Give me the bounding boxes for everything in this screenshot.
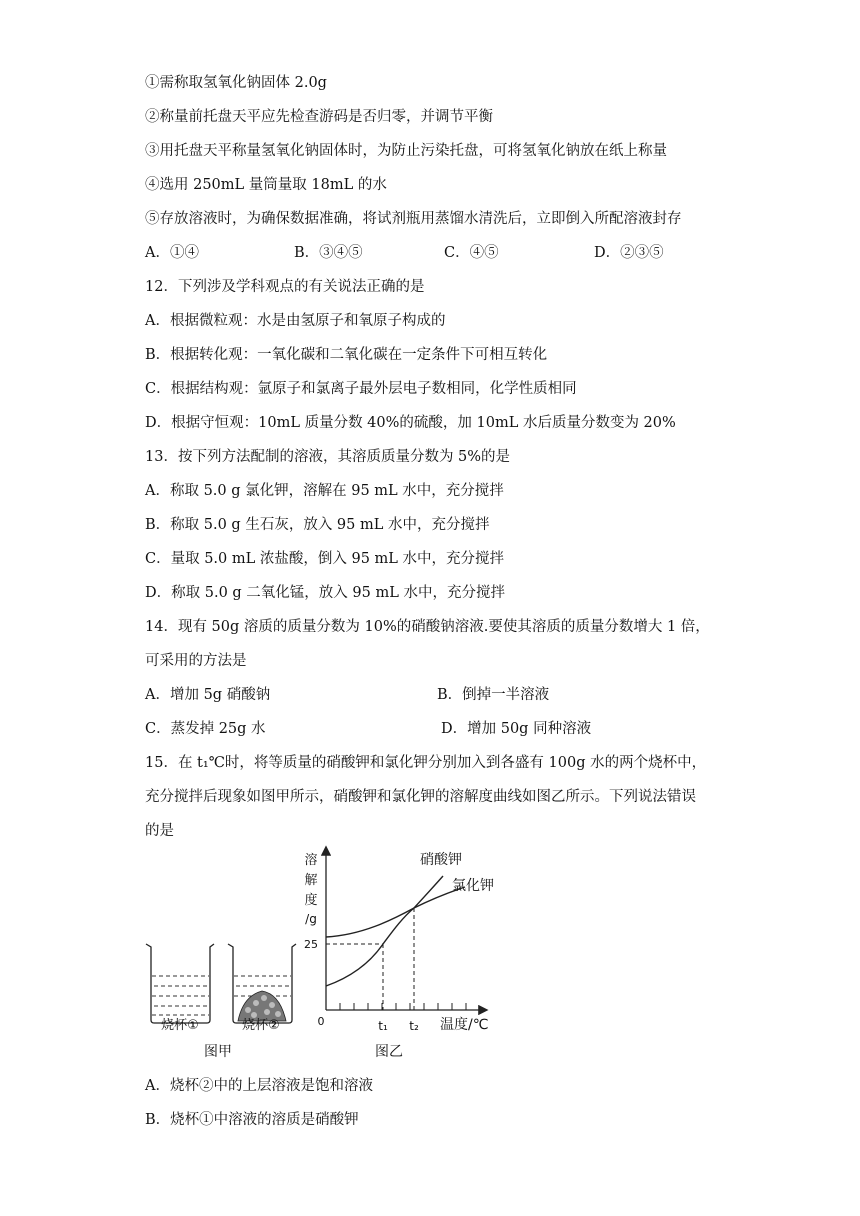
q14-option-c[interactable]: C．蒸发掉 25g 水 xyxy=(145,721,266,737)
q12-stem: 12．下列涉及学科观点的有关说法正确的是 xyxy=(145,279,425,295)
q14-option-a[interactable]: A．增加 5g 硝酸钠 xyxy=(145,687,271,703)
q14-stem-line2: 可采用的方法是 xyxy=(145,653,247,669)
beaker-1 xyxy=(146,944,214,1023)
q13-option-d[interactable]: D．称取 5.0 g 二氧化锰，放入 95 mL 水中，充分搅拌 xyxy=(145,585,505,601)
q12-option-c[interactable]: C．根据结构观：氩原子和氯离子最外层电子数相同，化学性质相同 xyxy=(145,381,577,397)
q14-option-d[interactable]: D．增加 50g 同种溶液 xyxy=(441,721,592,737)
q13-option-a[interactable]: A．称取 5.0 g 氯化钾，溶解在 95 mL 水中，充分搅拌 xyxy=(145,483,504,499)
solubility-chart xyxy=(304,848,494,1033)
q11-option-c[interactable]: C．④⑤ xyxy=(444,245,499,261)
y-axis-char-2: 解 xyxy=(304,873,318,888)
q15-option-a[interactable]: A．烧杯②中的上层溶液是饱和溶液 xyxy=(145,1078,373,1094)
q15-option-b[interactable]: B．烧杯①中溶液的溶质是硝酸钾 xyxy=(145,1112,359,1128)
kcl-curve xyxy=(326,887,465,937)
statement-5: ⑤存放溶液时，为确保数据准确，将试剂瓶用蒸馏水清洗后，立即倒入所配溶液封存 xyxy=(145,211,682,227)
statement-1: ①需称取氢氧化钠固体 2.0g xyxy=(145,75,327,91)
q11-option-a[interactable]: A．①④ xyxy=(145,245,199,261)
q12-option-d[interactable]: D．根据守恒观：10mL 质量分数 40%的硫酸，加 10mL 水后质量分数变为 20% xyxy=(145,415,676,431)
statement-4: ④选用 250mL 量筒量取 18mL 的水 xyxy=(145,177,387,193)
statement-2: ②称量前托盘天平应先检查游码是否归零，并调节平衡 xyxy=(145,109,493,125)
y-tick-25: 25 xyxy=(304,938,318,951)
q14-option-b[interactable]: B．倒掉一半溶液 xyxy=(437,687,550,703)
beaker-2-label: 烧杯② xyxy=(242,1018,280,1033)
q13-stem: 13．按下列方法配制的溶液，其溶质质量分数为 5%的是 xyxy=(145,449,511,465)
y-axis-char-3: 度 xyxy=(304,893,318,908)
q15-stem-line3: 的是 xyxy=(145,823,174,839)
origin-label: 0 xyxy=(317,1015,325,1028)
q12-option-a[interactable]: A．根据微粒观：水是由氢原子和氧原子构成的 xyxy=(145,313,446,329)
statement-3: ③用托盘天平称量氢氧化钠固体时，为防止污染托盘，可将氢氧化钠放在纸上称量 xyxy=(145,143,667,159)
q14-stem-line1: 14．现有 50g 溶质的质量分数为 10%的硝酸钠溶液.要使其溶质的质量分数增大 1 倍， xyxy=(145,619,710,635)
beaker-1-label: 烧杯① xyxy=(161,1018,199,1033)
t1-label: t₁ xyxy=(378,1019,388,1033)
kno3-label: 硝酸钾 xyxy=(420,852,462,868)
q13-option-c[interactable]: C．量取 5.0 mL 浓盐酸，倒入 95 mL 水中，充分搅拌 xyxy=(145,551,505,567)
q15-stem-line1: 15．在 t₁℃时，将等质量的硝酸钾和氯化钾分别加入到各盛有 100g 水的两个烧杯中， xyxy=(145,755,707,771)
kno3-curve xyxy=(326,876,443,986)
q15-stem-line2: 充分搅拌后现象如图甲所示，硝酸钾和氯化钾的溶解度曲线如图乙所示。下列说法错误 xyxy=(145,789,696,805)
beaker-2 xyxy=(228,944,296,1023)
y-axis-char-1: 溶 xyxy=(304,853,318,868)
kcl-label: 氯化钾 xyxy=(452,878,494,894)
figure-b-caption: 图乙 xyxy=(375,1044,403,1060)
t2-label: t₂ xyxy=(409,1019,419,1033)
x-axis-label: 温度/℃ xyxy=(440,1017,489,1033)
figure-a-caption: 图甲 xyxy=(204,1044,232,1060)
q13-option-b[interactable]: B．称取 5.0 g 生石灰，放入 95 mL 水中，充分搅拌 xyxy=(145,517,490,533)
q11-option-b[interactable]: B．③④⑤ xyxy=(294,245,363,261)
q11-option-d[interactable]: D．②③⑤ xyxy=(594,245,664,261)
y-axis-unit: /g xyxy=(305,912,317,926)
q15-figure xyxy=(140,840,500,1065)
q12-option-b[interactable]: B．根据转化观：一氧化碳和二氧化碳在一定条件下可相互转化 xyxy=(145,347,548,363)
